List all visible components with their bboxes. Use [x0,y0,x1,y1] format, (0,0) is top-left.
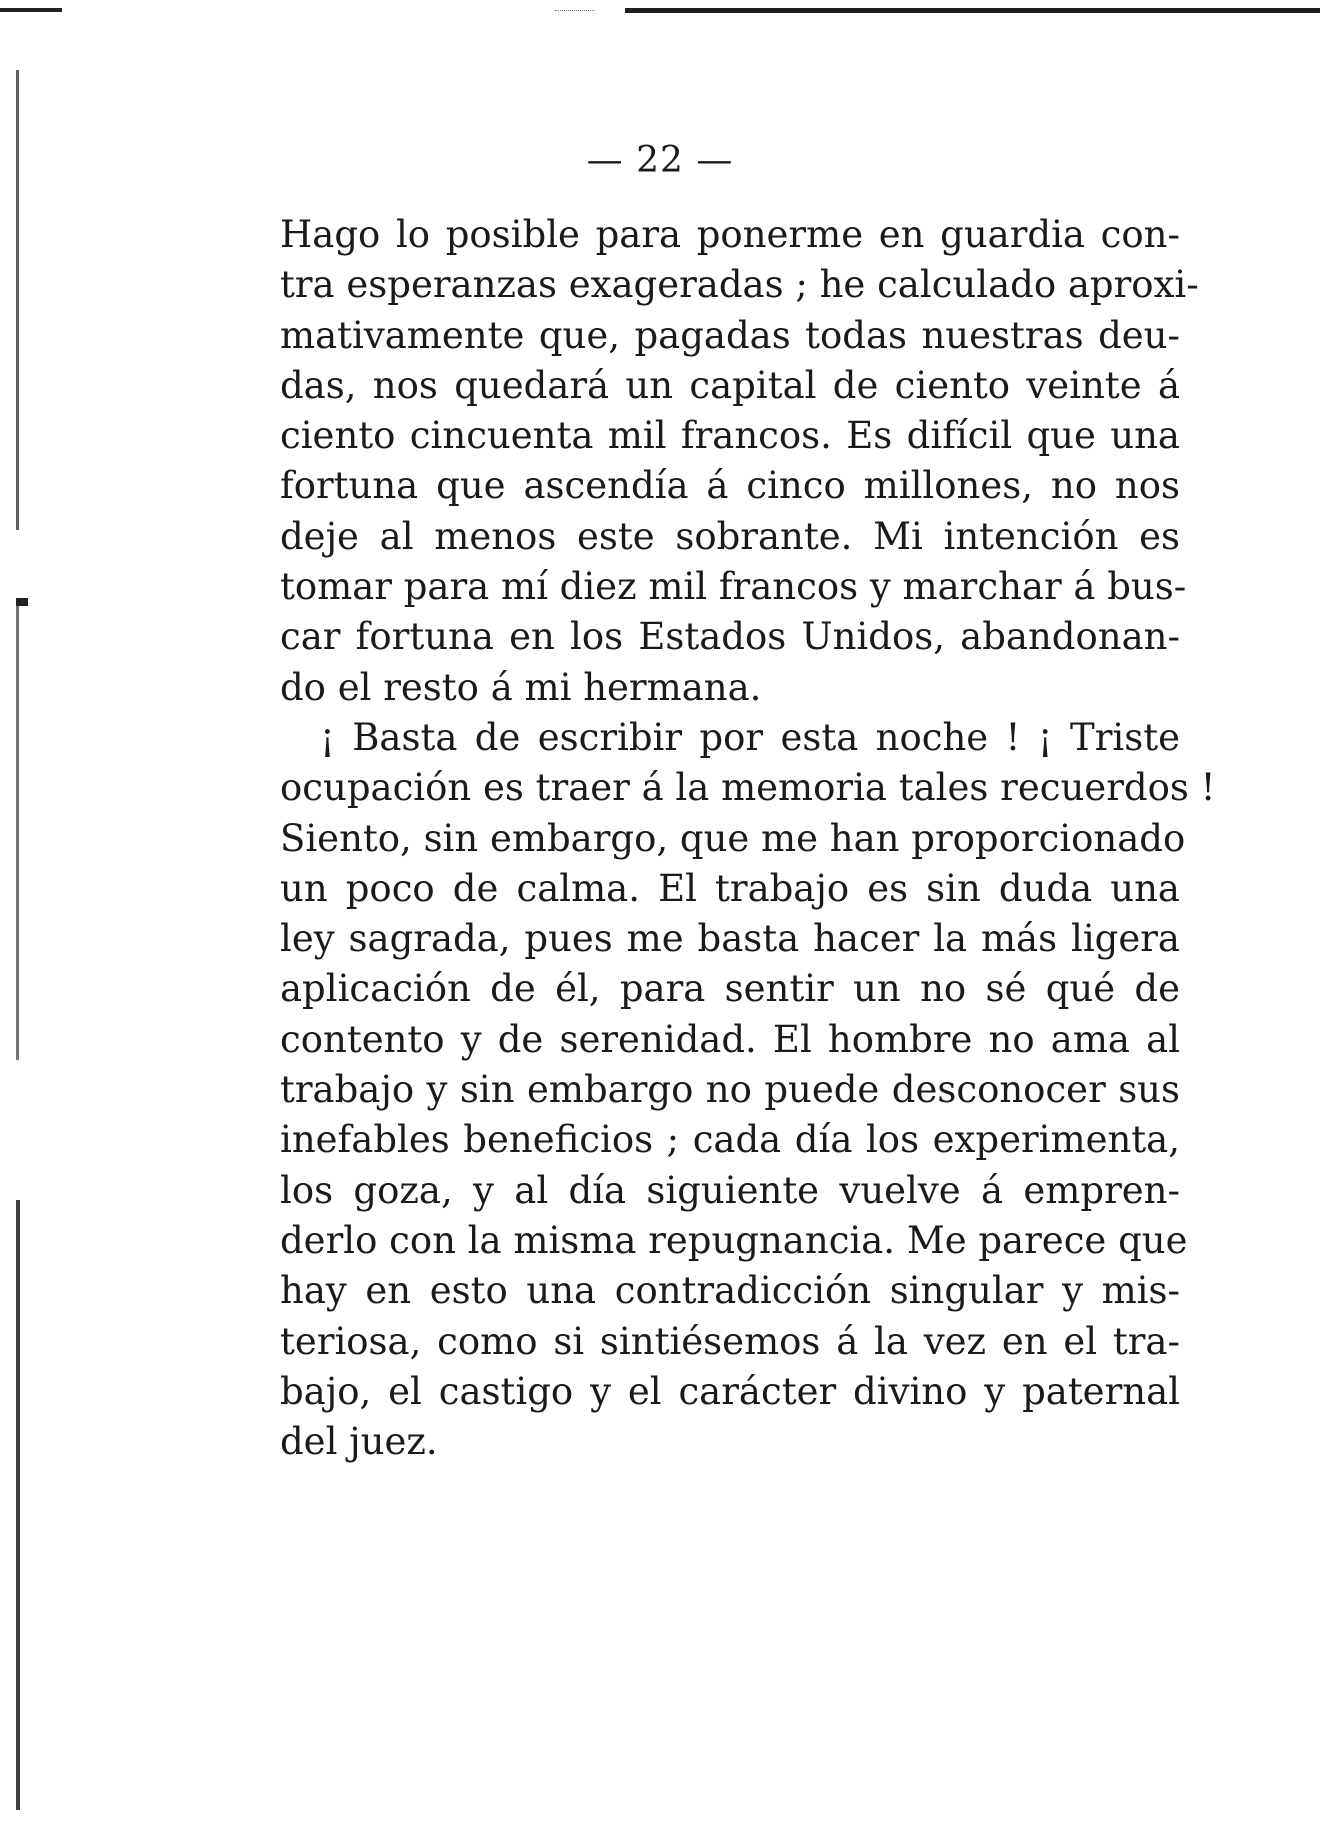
top-rule-right [625,8,1320,13]
text-line: tra esperanzas exageradas ; he calculado aproxi- [280,263,1199,307]
text-line: tomar para mí diez mil francos y marchar á bus- [280,565,1187,609]
text-line: teriosa, como si sintiésemos á la vez en el tra- [280,1319,1180,1363]
left-edge-shadow [16,600,19,1060]
paragraph-2 [280,713,1216,1467]
text-line: un poco de calma. El trabajo es sin duda una [280,866,1180,910]
body-text [280,210,1216,1467]
text-line: mativamente que, pagadas todas nuestras deu- [280,313,1180,357]
text-line: car fortuna en los Estados Unidos, abandonan- [280,615,1180,659]
text-line: contento y de serenidad. El hombre no ama al [280,1017,1180,1061]
text-line: los goza, y al día siguiente vuelve á empren- [280,1168,1180,1212]
text-line: Hago lo posible para ponerme en guardia con- [280,213,1180,256]
paragraph-1 [280,210,1199,713]
text-line: ciento cincuenta mil francos. Es difícil que una [280,414,1180,458]
text-line: del juez. [280,1420,438,1464]
left-edge-shadow [16,70,19,530]
top-rule-left [0,8,62,12]
text-line: ¡ Basta de escribir por esta noche ! ¡ Triste [320,715,1180,759]
text-line: derlo con la misma repugnancia. Me parece que [280,1218,1188,1262]
text-line: ley sagrada, pues me basta hacer la más ligera [280,917,1180,961]
text-line: aplicación de él, para sentir un no sé qué de [280,967,1180,1011]
text-line: das, nos quedará un capital de ciento veinte á [280,363,1180,407]
text-line: ocupación es traer á la memoria tales recuerdos ! [280,766,1216,810]
left-edge-mark [16,598,28,606]
left-edge-shadow [16,1200,20,1810]
text-line: fortuna que ascendía á cinco millones, no nos [280,464,1180,508]
page-number: — 22 — [586,140,734,181]
text-line: Siento, sin embargo, que me han proporcionado [280,816,1186,860]
top-rule-dots [555,10,595,12]
text-line: trabajo y sin embargo no puede desconocer sus [280,1068,1180,1112]
text-line: do el resto á mi hermana. [280,665,762,709]
text-line: hay en esto una contradicción singular y mis- [280,1269,1180,1313]
text-line: bajo, el castigo y el carácter divino y paternal [280,1369,1180,1413]
text-line: inefables beneficios ; cada día los experimenta, [280,1118,1180,1162]
text-line: deje al menos este sobrante. Mi intención es [280,514,1180,558]
